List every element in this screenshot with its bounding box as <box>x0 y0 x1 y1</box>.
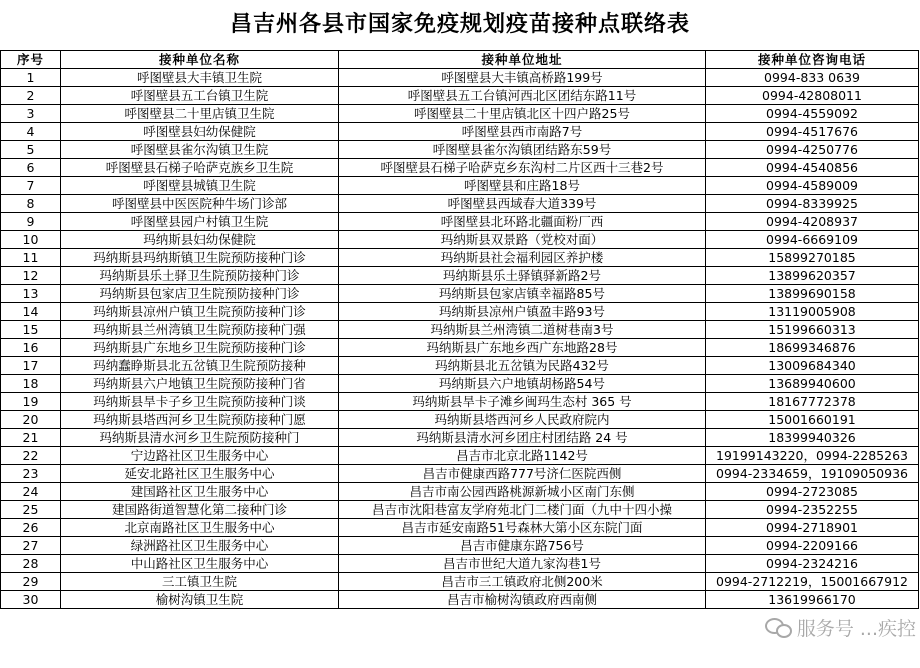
table-row <box>1 411 919 429</box>
cell-no: 2 <box>1 87 61 105</box>
cell-address: 玛纳斯县六户地镇胡杨路54号 <box>339 375 706 393</box>
cell-phone: 18399940326 <box>706 429 919 447</box>
wechat-icon <box>765 616 791 638</box>
cell-no: 11 <box>1 249 61 267</box>
cell-unit: 延安北路社区卫生服务中心 <box>61 465 339 483</box>
cell-unit: 玛纳斯县妇幼保健院 <box>61 231 339 249</box>
cell-unit: 建国路街道智慧化第二接种门诊 <box>61 501 339 519</box>
cell-no: 19 <box>1 393 61 411</box>
table-row <box>1 537 919 555</box>
cell-unit: 玛纳蠢睁斯县北五岔镇卫生院预防接种 <box>61 357 339 375</box>
cell-address: 昌吉市沈阳巷富友学府苑北门二楼门面（九中十四小操 <box>339 501 706 519</box>
table-row <box>1 519 919 537</box>
cell-phone: 0994-4540856 <box>706 159 919 177</box>
cell-phone: 0994-833 0639 <box>706 69 919 87</box>
table-row <box>1 429 919 447</box>
table-row <box>1 159 919 177</box>
cell-address: 呼图壁县雀尔沟镇团结路东59号 <box>339 141 706 159</box>
table-row <box>1 123 919 141</box>
cell-address: 呼图壁县西域春大道339号 <box>339 195 706 213</box>
cell-phone: 0994-2723085 <box>706 483 919 501</box>
cell-phone: 18167772378 <box>706 393 919 411</box>
cell-no: 22 <box>1 447 61 465</box>
cell-phone: 15899270185 <box>706 249 919 267</box>
cell-address: 昌吉市世纪大道九家沟巷1号 <box>339 555 706 573</box>
cell-address: 玛纳斯县旱卡子滩乡闽玛生态村 365 号 <box>339 393 706 411</box>
cell-address: 玛纳斯县北五岔镇为民路432号 <box>339 357 706 375</box>
cell-unit: 玛纳斯县塔西河乡卫生院预防接种门愿 <box>61 411 339 429</box>
cell-no: 1 <box>1 69 61 87</box>
cell-phone: 0994-2334659，19109050936 <box>706 465 919 483</box>
cell-no: 13 <box>1 285 61 303</box>
cell-no: 20 <box>1 411 61 429</box>
cell-address: 玛纳斯县凉州户镇盈丰路93号 <box>339 303 706 321</box>
cell-phone: 13899690158 <box>706 285 919 303</box>
cell-address: 玛纳斯县塔西河乡人民政府院内 <box>339 411 706 429</box>
table-row <box>1 339 919 357</box>
table-row <box>1 87 919 105</box>
cell-address: 呼图壁县五工台镇河西北区团结东路11号 <box>339 87 706 105</box>
cell-address: 昌吉市延安南路51号森林大第小区东院门面 <box>339 519 706 537</box>
cell-no: 6 <box>1 159 61 177</box>
cell-phone: 15001660191 <box>706 411 919 429</box>
cell-phone: 0994-4589009 <box>706 177 919 195</box>
cell-phone: 13689940600 <box>706 375 919 393</box>
table-row <box>1 393 919 411</box>
cell-no: 18 <box>1 375 61 393</box>
cell-unit: 呼图壁县妇幼保健院 <box>61 123 339 141</box>
cell-unit: 榆树沟镇卫生院 <box>61 591 339 609</box>
cell-no: 27 <box>1 537 61 555</box>
cell-unit: 宁边路社区卫生服务中心 <box>61 447 339 465</box>
table-row <box>1 105 919 123</box>
cell-phone: 0994-6669109 <box>706 231 919 249</box>
cell-no: 15 <box>1 321 61 339</box>
cell-address: 玛纳斯县包家店镇幸福路85号 <box>339 285 706 303</box>
cell-no: 23 <box>1 465 61 483</box>
table-row <box>1 573 919 591</box>
cell-address: 昌吉市北京北路1142号 <box>339 447 706 465</box>
cell-phone: 0994-2324216 <box>706 555 919 573</box>
table-row <box>1 357 919 375</box>
cell-unit: 玛纳斯县玛纳斯镇卫生院预防接种门诊 <box>61 249 339 267</box>
cell-address: 玛纳斯县乐土驿镇驿新路2号 <box>339 267 706 285</box>
cell-no: 16 <box>1 339 61 357</box>
cell-no: 26 <box>1 519 61 537</box>
cell-no: 14 <box>1 303 61 321</box>
page-title: 昌吉州各县市国家免疫规划疫苗接种点联络表 <box>229 12 690 37</box>
table-row <box>1 195 919 213</box>
cell-address: 呼图壁县二十里店镇北区十四户路25号 <box>339 105 706 123</box>
table-row <box>1 69 919 87</box>
table-row <box>1 447 919 465</box>
cell-unit: 玛纳斯县六户地镇卫生院预防接种门省 <box>61 375 339 393</box>
cell-no: 9 <box>1 213 61 231</box>
cell-no: 12 <box>1 267 61 285</box>
cell-phone: 0994-2718901 <box>706 519 919 537</box>
cell-phone: 19199143220，0994-2285263 <box>706 447 919 465</box>
cell-no: 29 <box>1 573 61 591</box>
table-header-row <box>1 51 919 69</box>
cell-no: 24 <box>1 483 61 501</box>
table-row <box>1 249 919 267</box>
table-row <box>1 267 919 285</box>
cell-phone: 13119005908 <box>706 303 919 321</box>
table-body <box>1 69 919 609</box>
cell-phone: 0994-42808011 <box>706 87 919 105</box>
cell-unit: 玛纳斯县广东地乡卫生院预防接种门诊 <box>61 339 339 357</box>
cell-phone: 15199660313 <box>706 321 919 339</box>
header-phone: 接种单位咨询电话 <box>706 51 919 69</box>
cell-no: 28 <box>1 555 61 573</box>
table-row <box>1 501 919 519</box>
cell-no: 21 <box>1 429 61 447</box>
cell-unit: 中山路社区卫生服务中心 <box>61 555 339 573</box>
cell-phone: 0994-4250776 <box>706 141 919 159</box>
cell-phone: 13899620357 <box>706 267 919 285</box>
cell-unit: 玛纳斯县兰州湾镇卫生院预防接种门强 <box>61 321 339 339</box>
cell-unit: 呼图壁县中医医院种牛场门诊部 <box>61 195 339 213</box>
table-row <box>1 285 919 303</box>
cell-unit: 建国路社区卫生服务中心 <box>61 483 339 501</box>
cell-address: 呼图壁县西市南路7号 <box>339 123 706 141</box>
cell-no: 7 <box>1 177 61 195</box>
cell-address: 昌吉市榆树沟镇政府西南侧 <box>339 591 706 609</box>
cell-phone: 0994-4559092 <box>706 105 919 123</box>
cell-no: 10 <box>1 231 61 249</box>
cell-phone: 0994-2712219，15001667912 <box>706 573 919 591</box>
table-row <box>1 177 919 195</box>
cell-address: 呼图壁县大丰镇高桥路199号 <box>339 69 706 87</box>
cell-address: 玛纳斯县兰州湾镇二道树巷南3号 <box>339 321 706 339</box>
cell-phone: 0994-4517676 <box>706 123 919 141</box>
cell-no: 30 <box>1 591 61 609</box>
cell-address: 昌吉市健康东路756号 <box>339 537 706 555</box>
cell-unit: 呼图壁县园户村镇卫生院 <box>61 213 339 231</box>
table-row <box>1 303 919 321</box>
cell-address: 玛纳斯县清水河乡团庄村团结路 24 号 <box>339 429 706 447</box>
cell-address: 昌吉市三工镇政府北侧200米 <box>339 573 706 591</box>
table-row <box>1 465 919 483</box>
cell-phone: 0994-8339925 <box>706 195 919 213</box>
cell-phone: 13619966170 <box>706 591 919 609</box>
cell-address: 玛纳斯县社会福利园区养护楼 <box>339 249 706 267</box>
table-row <box>1 321 919 339</box>
table-row <box>1 213 919 231</box>
cell-address: 呼图壁县石梯子哈萨克乡东沟村二片区西十三巷2号 <box>339 159 706 177</box>
cell-no: 25 <box>1 501 61 519</box>
cell-no: 5 <box>1 141 61 159</box>
cell-address: 呼图壁县北环路北疆面粉厂西 <box>339 213 706 231</box>
watermark <box>765 612 916 642</box>
cell-unit: 呼图壁县石梯子哈萨克族乡卫生院 <box>61 159 339 177</box>
contact-table <box>0 50 919 609</box>
cell-unit: 玛纳斯县包家店卫生院预防接种门诊 <box>61 285 339 303</box>
header-no: 序号 <box>1 51 61 69</box>
cell-unit: 呼图壁县大丰镇卫生院 <box>61 69 339 87</box>
cell-unit: 玛纳斯县乐土驿卫生院预防接种门诊 <box>61 267 339 285</box>
table-row <box>1 483 919 501</box>
cell-phone: 0994-2209166 <box>706 537 919 555</box>
cell-address: 昌吉市南公园西路桃源新城小区南门东侧 <box>339 483 706 501</box>
watermark-text: 服务号 ...疾控 <box>796 617 916 640</box>
table-row <box>1 555 919 573</box>
cell-phone: 13009684340 <box>706 357 919 375</box>
cell-unit: 玛纳斯县凉州户镇卫生院预防接种门诊 <box>61 303 339 321</box>
cell-unit: 呼图壁县五工台镇卫生院 <box>61 87 339 105</box>
cell-unit: 呼图壁县城镇卫生院 <box>61 177 339 195</box>
table-row <box>1 375 919 393</box>
cell-no: 17 <box>1 357 61 375</box>
cell-address: 玛纳斯县双景路（党校对面） <box>339 231 706 249</box>
header-unit: 接种单位名称 <box>61 51 339 69</box>
cell-address: 呼图壁县和庄路18号 <box>339 177 706 195</box>
header-address: 接种单位地址 <box>339 51 706 69</box>
cell-unit: 绿洲路社区卫生服务中心 <box>61 537 339 555</box>
cell-address: 玛纳斯县广东地乡西广东地路28号 <box>339 339 706 357</box>
table-row <box>1 141 919 159</box>
cell-unit: 呼图壁县二十里店镇卫生院 <box>61 105 339 123</box>
cell-no: 3 <box>1 105 61 123</box>
cell-address: 昌吉市健康西路777号济仁医院西侧 <box>339 465 706 483</box>
cell-unit: 玛纳斯县清水河乡卫生院预防接种门 <box>61 429 339 447</box>
cell-phone: 0994-2352255 <box>706 501 919 519</box>
cell-phone: 0994-4208937 <box>706 213 919 231</box>
cell-phone: 18699346876 <box>706 339 919 357</box>
cell-unit: 呼图壁县雀尔沟镇卫生院 <box>61 141 339 159</box>
cell-no: 4 <box>1 123 61 141</box>
cell-unit: 北京南路社区卫生服务中心 <box>61 519 339 537</box>
cell-no: 8 <box>1 195 61 213</box>
cell-unit: 三工镇卫生院 <box>61 573 339 591</box>
table-row <box>1 591 919 609</box>
cell-unit: 玛纳斯县旱卡子乡卫生院预防接种门谈 <box>61 393 339 411</box>
table-row <box>1 231 919 249</box>
